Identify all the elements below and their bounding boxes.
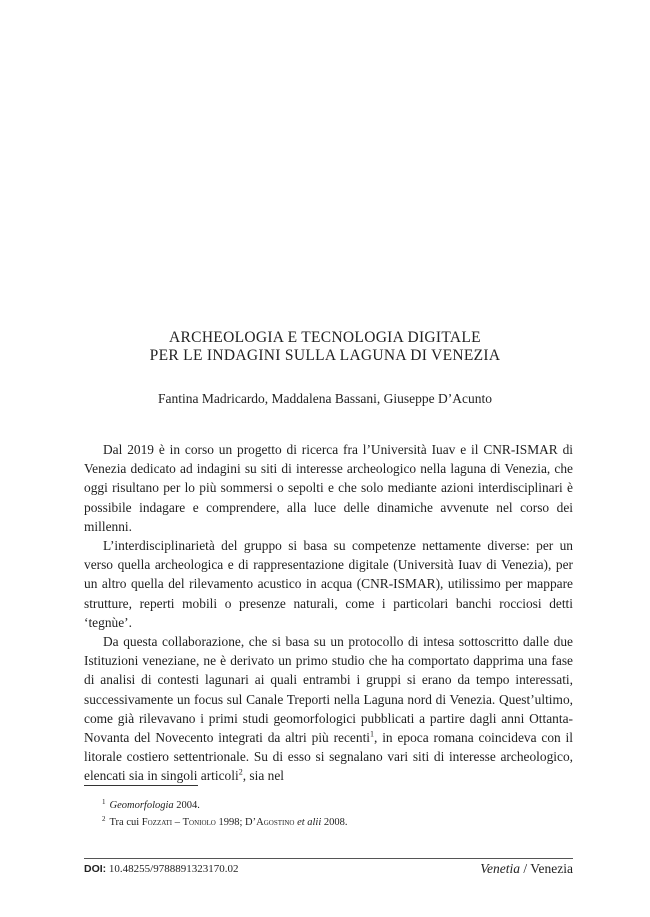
article-title [0, 329, 650, 365]
article-body [84, 440, 573, 786]
footnote-ref-2[interactable]: 2 [238, 767, 243, 777]
footnote-1-title: Geomorfologia [109, 800, 174, 811]
paragraph-3-part-b: , in epoca romana coincideva con il litorale costiero settentrionale. Su di esso si segnalano vari siti di interesse archeologico, elencati sia in singoli articoli [84, 730, 574, 784]
footnote-1-rest: 2004. [173, 800, 200, 811]
doi [84, 863, 238, 877]
page-footer [84, 858, 573, 877]
footnote-1 [102, 797, 348, 814]
authors: Fantina Madricardo, Maddalena Bassani, Giuseppe D’Acunto [157, 391, 493, 406]
footnote-2-number: 2 [102, 814, 106, 823]
footnotes [102, 797, 348, 831]
footnote-divider [84, 785, 198, 786]
paragraph-3 [84, 632, 573, 786]
footnote-1-number: 1 [102, 797, 106, 806]
footnote-2-year: 1998; D’ [215, 817, 257, 828]
title-line-1: ARCHEOLOGIA E TECNOLOGIA DIGITALE [169, 329, 481, 346]
paragraph-1: Dal 2019 è in corso un progetto di ricerca fra l’Università Iuav e il CNR-ISMAR di Venezia dedicato ad indagini su siti di interesse archeologico nella laguna di Venezia, che oggi risultano per lo più sommersi o sepolti e che solo mediante azioni interdisciplinari è possibile indagare e comprendere, alla luce delle dinamiche avvenute nel corso dei millenni. [84, 442, 573, 534]
footnote-2-author-agostino: Agostino [256, 817, 295, 828]
paragraph-3-part-a: Da questa collaborazione, che si basa su un protocollo di intesa sottoscritto dalle due Istituzioni veneziane, ne è derivato un primo studio che ha comportato dapprima una fase di analisi di contesti lagunari ai quali entrambi i gruppi si erano da tempo interessati, successivamente un focus sul Canale Treporti nella Laguna nord di Venezia. Quest’ultimo, come già rilevavano i primi studi geomorfologici pubblicati a partire dagli anni Ottanta-Novanta del Novecento integrati da altri più recenti [84, 634, 573, 746]
footnote-2-author-fozzati: Fozzati [141, 817, 173, 828]
footnote-2-year-2: 2008. [321, 817, 348, 828]
footnote-ref-1[interactable]: 1 [370, 729, 375, 739]
doi-value[interactable]: 10.48255/9788891323170.02 [106, 863, 239, 875]
footnote-2-text: Tra cui [109, 817, 142, 828]
footnote-2-et-alii: et alii [297, 817, 322, 828]
footnote-2 [102, 814, 348, 831]
journal-name-rest: / Venezia [520, 861, 573, 876]
journal-name [480, 861, 573, 877]
footnote-2-sep: – [172, 817, 183, 828]
doi-label: DOI: [84, 863, 107, 875]
paragraph-3-part-c: , sia nel [242, 768, 284, 784]
journal-name-italic: Venetia [480, 861, 521, 876]
paragraph-2: L’interdisciplinarietà del gruppo si basa su competenze nettamente diverse: per un verso quella archeologica e di rappresentazione digitale (Università Iuav di Venezia), per un altro quella del rilevamento acustico in acqua (CNR-ISMAR), utilissimo per mappare strutture, reperti mobili o presenze naturali, come i particolari banchi rocciosi detti ‘tegnùe’. [84, 538, 573, 630]
footnote-2-author-toniolo: Toniolo [182, 817, 216, 828]
title-line-2: PER LE INDAGINI SULLA LAGUNA DI VENEZIA [149, 347, 501, 364]
